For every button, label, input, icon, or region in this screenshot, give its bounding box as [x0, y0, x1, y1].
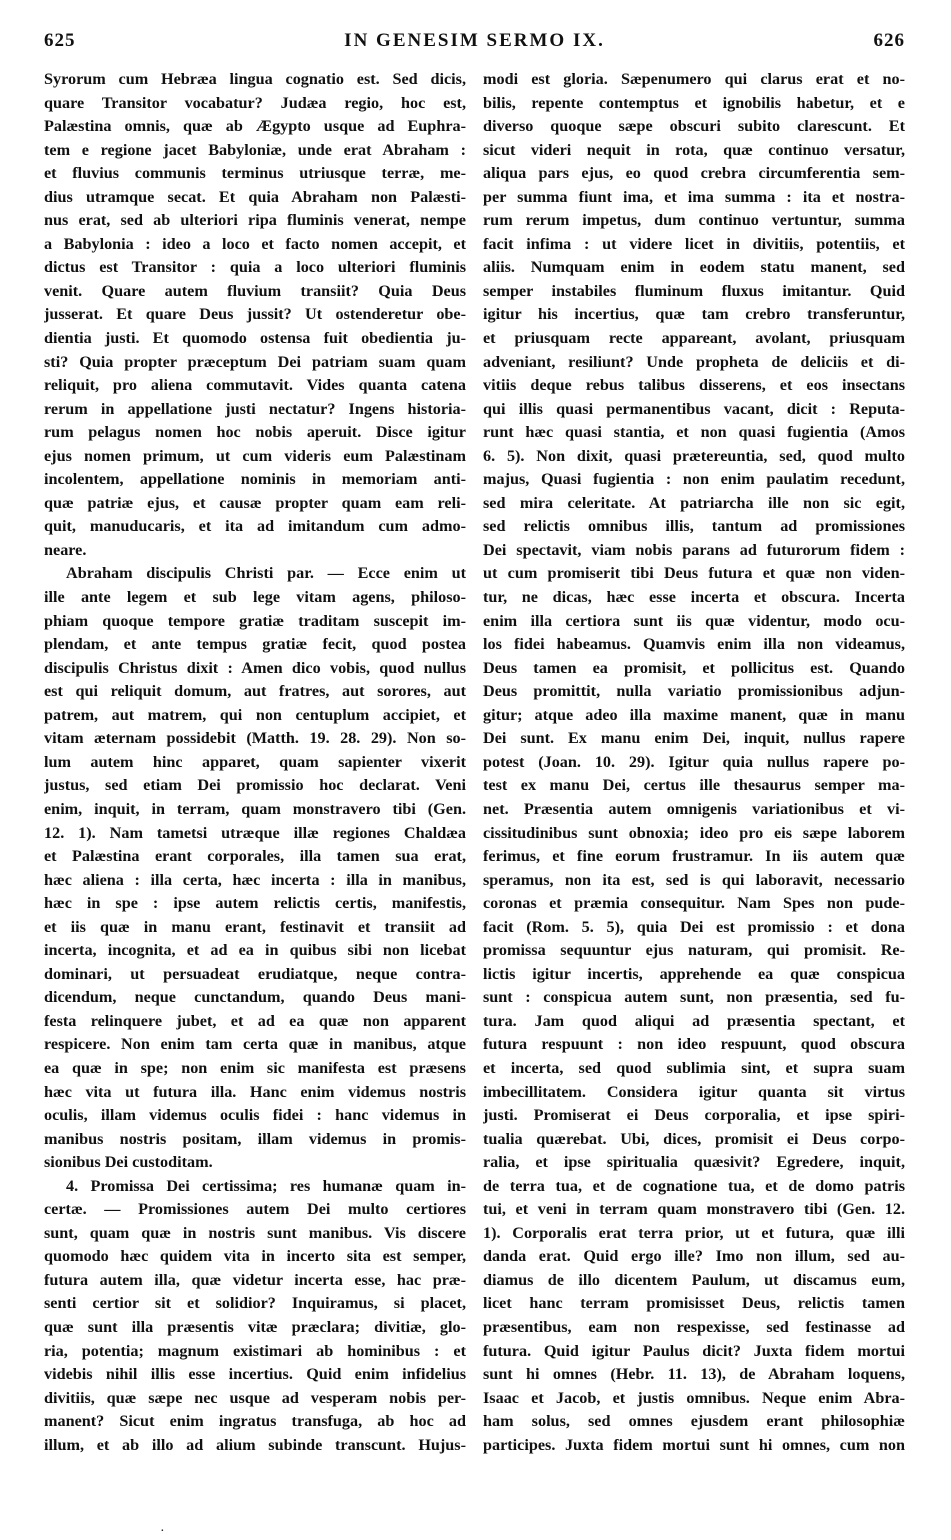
text-line: rum pelagus nomen hoc nobis aperuit. Disce igitur	[44, 423, 466, 442]
text-line: et Palæstina erant corporales, illa tamen sua erat,	[44, 847, 466, 866]
text-line: rum rerum impetus, dum continuo vertuntur, summa	[483, 211, 905, 230]
text-line: hæc in spe : ipse autem relictis certis, manifestis,	[44, 894, 466, 913]
text-line: hæc vita ut futura illa. Hanc enim videmus nostris	[44, 1082, 466, 1101]
text-line: ferimus, et fine eorum frustramur. In iis autem quæ	[483, 847, 905, 866]
text-line: Isaac et Jacob, et justis omnibus. Neque enim Abra-	[483, 1388, 905, 1407]
text-line: quæ patriæ ejus, et causæ propter quam eam reli-	[44, 493, 466, 512]
footer-mark: ·	[160, 1524, 165, 1539]
text-line: Deus promittit, nulla variatio promissionibus adjun-	[483, 682, 905, 701]
text-line: danda erat. Quid ergo ille? Imo non illum, sed au-	[483, 1247, 905, 1266]
text-line: dientia justi. Et quomodo ostensa fuit obedientia ju-	[44, 329, 466, 348]
text-line: speramus, non ita est, sed is qui laboravit, necessario	[483, 870, 905, 889]
text-line: dicendum, neque cunctandum, quando Deus mani-	[44, 988, 466, 1007]
text-line: incolentem, appellatione nominis in memoriam anti-	[44, 470, 466, 489]
text-line: certæ. — Promissiones autem Dei multo certiores	[44, 1200, 466, 1219]
text-line: aliqua pars ejus, eo quod crebra circumferentia sem-	[483, 164, 905, 183]
text-line: bilis, repente contemptus et ignobilis habetur, et e	[483, 93, 905, 112]
text-line: est qui reliquit domum, aut fratres, aut sorores, aut	[44, 682, 466, 701]
text-line: diverso quoque sæpe obscuri subito clarescunt. Et	[483, 117, 905, 136]
text-line: quit, manuducaris, et ita ad imitandum cum admo-	[44, 517, 466, 536]
text-line: lictis igitur incertis, apprehende ea quæ conspicua	[483, 964, 905, 983]
text-line: sti? Quia propter præceptum Dei patriam suam quam	[44, 352, 466, 371]
text-line: oculis, illam videmus oculis fidei : hanc videmus in	[44, 1106, 466, 1125]
text-line: respicere. Non enim tam certa quæ in manibus, atque	[44, 1035, 466, 1054]
text-line: ria, potentia; magnum existimari ab hominibus : et	[44, 1341, 466, 1360]
text-line: reliquit, pro aliena commutavit. Vides quanta catena	[44, 376, 466, 395]
right-column	[483, 68, 905, 1457]
text-line: qui illis quasi permanentibus vacant, dicit : Reputa-	[483, 399, 905, 418]
text-line: plendam, et ante tempus gratiæ fecit, quod postea	[44, 635, 466, 654]
text-line: quomodo hæc quidem vita in incerto sita est semper,	[44, 1247, 466, 1266]
text-line: sunt, quam quæ in nostris sunt manibus. Vis discere	[44, 1223, 466, 1242]
text-line: facit infima : ut videre licet in divitiis, potentiis, et	[483, 234, 905, 253]
text-line: illum, et ab illo ad alium subinde transcunt. Hujus-	[44, 1435, 466, 1454]
text-line: sunt hi omnes (Hebr. 11. 13), de Abraham loquens,	[483, 1365, 905, 1384]
text-line: net. Præsentia autem omnigenis variationibus et vi-	[483, 799, 905, 818]
text-line: Dei sunt. Ex manu enim Dei, inquit, nullus rapere	[483, 729, 905, 748]
page-number-left: 625	[44, 30, 76, 51]
text-line: justi. Promiserat ei Deus corporalia, et ipse spiri-	[483, 1106, 905, 1125]
text-line: Palæstina omnis, quæ ab Ægypto usque ad Euphra-	[44, 117, 466, 136]
text-line: gitur; atque adeo illa maxime manent, quæ in manu	[483, 705, 905, 724]
text-line: los fidei habeamus. Quamvis enim illa non videamus,	[483, 635, 905, 654]
text-line: test ex manu Dei, certus ille thesaurus semper ma-	[483, 776, 905, 795]
text-line: incerta, incognita, et ad ea in quibus sibi non licebat	[44, 941, 466, 960]
text-columns	[44, 68, 905, 1457]
text-line: et fluvius communis terminus utriusque terræ, me-	[44, 164, 466, 183]
text-line: manibus nostris positam, illam videmus in promis-	[44, 1129, 466, 1148]
text-line: hæc aliena : illa certa, hæc incerta : illa in manibus,	[44, 870, 466, 889]
text-line: Abraham discipulis Christi par. — Ecce enim ut	[66, 564, 466, 583]
text-line: discipulis Christus dixit : Amen dico vobis, quod nullus	[44, 658, 466, 677]
text-line: ille ante legem et sub lege vitam agens, philoso-	[44, 588, 466, 607]
text-line: licet hanc terram promisisset Deus, relictis tamen	[483, 1294, 905, 1313]
text-line: modi est gloria. Sæpenumero qui clarus erat et no-	[483, 70, 905, 88]
text-line: dominari, ut persuadeat erudiatque, neque contra-	[44, 964, 466, 983]
text-line: potest (Joan. 10. 29). Igitur quia nullus rapere po-	[483, 752, 905, 771]
text-line: 12. 1). Nam tametsi utræque illæ regiones Chaldæa	[44, 823, 466, 842]
text-line: festa relinquere jubet, et ad ea quæ non apparent	[44, 1011, 466, 1030]
text-line: sed mira celeritate. At patriarcha ille non sic egit,	[483, 493, 905, 512]
text-line: participes. Juxta fidem mortui sunt hi omnes, cum non	[483, 1435, 905, 1454]
text-line: phiam quoque tempore gratiæ traditam suscepit im-	[44, 611, 466, 630]
text-line: quæ sunt illa præsentis vitæ præclara; divitiæ, glo-	[44, 1317, 466, 1336]
text-line: manent? Sicut enim ingratus transfuga, ab hoc ad	[44, 1412, 466, 1431]
text-line: ham solus, sed omnes ejusdem erant philosophiæ	[483, 1412, 905, 1431]
text-line: sionibus Dei custoditam.	[44, 1153, 213, 1172]
text-line: majus, Quasi fugientia : non enim paulatim recedunt,	[483, 470, 905, 489]
text-line: Syrorum cum Hebræa lingua cognatio est. Sed dicis,	[44, 70, 466, 88]
text-line: de terra tua, et de cognatione tua, et de domo patris	[483, 1176, 905, 1195]
text-line: justus, sed etiam Dei promissio hoc declarat. Veni	[44, 776, 466, 795]
text-line: videbis nihil illis esse incertius. Quid enim infidelius	[44, 1365, 466, 1384]
text-line: futura respuunt : non ideo respuunt, quod obscura	[483, 1035, 905, 1054]
text-line: ea quæ in spe; non enim sic manifesta est præsens	[44, 1058, 466, 1077]
text-line: coronas et præmia consequitur. Nam Spes non pude-	[483, 894, 905, 913]
paragraph	[483, 68, 905, 1457]
text-line: adveniant, resiliunt? Unde propheta de deliciis et di-	[483, 352, 905, 371]
text-line: tem e regione jacet Babyloniæ, unde erat Abraham :	[44, 140, 466, 159]
text-line: nus erat, sed ab ulteriori ripa fluminis venerat, nempe	[44, 211, 466, 230]
text-line: promissa sequuntur ejus naturam, qui promisit. Re-	[483, 941, 905, 960]
text-line: 1). Corporalis erat terra prior, ut et futura, quæ illi	[483, 1223, 905, 1242]
text-line: tui, et veni in terram quam monstravero tibi (Gen. 12.	[483, 1200, 905, 1219]
text-line: vitam æternam possidebit (Matth. 19. 28. 29). Non so-	[44, 729, 466, 748]
text-line: senti certior sit et solidior? Inquiramus, si placet,	[44, 1294, 466, 1313]
text-line: cissitudinibus sunt obnoxia; ideo pro eis sæpe laborem	[483, 823, 905, 842]
text-line: venit. Quare autem fluvium transiit? Quia Deus	[44, 281, 466, 300]
text-line: tualia quærebat. Ubi, dices, promisit ei Deus corpo-	[483, 1129, 905, 1148]
left-column	[44, 68, 466, 1457]
text-line: sunt : conspicua autem sunt, non præsentia, sed fu-	[483, 988, 905, 1007]
text-line: ejus nomen primum, ut cum videris eum Palæstinam	[44, 446, 466, 465]
text-line: sicut videri nequit in rota, quæ continuo versatur,	[483, 140, 905, 159]
text-line: Deus tamen ea promisit, et pollicitus est. Quando	[483, 658, 905, 677]
running-header	[44, 30, 905, 64]
paragraph	[44, 1175, 466, 1458]
text-line: futura. Quid igitur Paulus dicit? Juxta fidem mortui	[483, 1341, 905, 1360]
text-line: futura autem illa, quæ videtur incerta esse, hac præ-	[44, 1270, 466, 1289]
text-line: 6. 5). Non dixit, quasi prætereuntia, sed, quod multo	[483, 446, 905, 465]
text-line: dictus est Transitor : quia a loco ulteriori fluminis	[44, 258, 466, 277]
text-line: tura. Jam quod aliqui ad præsentia spectant, et	[483, 1011, 905, 1030]
text-line: præsentibus, eam non respexisse, sed festinasse ad	[483, 1317, 905, 1336]
text-line: et priusquam recte appareant, avolant, priusquam	[483, 329, 905, 348]
text-line: enim illa certiora sunt iis quæ videntur, modo ocu-	[483, 611, 905, 630]
text-line: et incerta, sed quod sublimia sint, et supra suam	[483, 1058, 905, 1077]
text-line: igitur his incertius, quæ tam crebro transferuntur,	[483, 305, 905, 324]
paragraph	[44, 68, 466, 562]
paragraph	[44, 562, 466, 1174]
text-line: patrem, aut matrem, qui non centuplum accipiet, et	[44, 705, 466, 724]
text-line: imbecillitatem. Considera igitur quanta sit virtus	[483, 1082, 905, 1101]
text-line: semper instabiles fluminum fluxus imitantur. Quid	[483, 281, 905, 300]
text-line: 4. Promissa Dei certissima; res humanæ quam in-	[66, 1176, 466, 1195]
text-line: et iis quæ in manu erant, festinavit et transiit ad	[44, 917, 466, 936]
running-title: IN GENESIM SERMO IX.	[344, 30, 605, 51]
text-line: aliis. Numquam enim in eodem statu manent, sed	[483, 258, 905, 277]
text-line: rerum in appellatione justi nectatur? Ingens historia-	[44, 399, 466, 418]
text-line: per summa fiunt ima, et ima summa : ita et nostra-	[483, 187, 905, 206]
text-line: Dei spectavit, viam nobis parans ad futurorum fidem :	[483, 540, 905, 559]
text-line: enim, inquit, in terram, quam monstravero tibi (Gen.	[44, 799, 466, 818]
text-line: runt hæc quasi stantia, et non quasi fugientia (Amos	[483, 423, 905, 442]
text-line: a Babylonia : ideo a loco et facto nomen accepit, et	[44, 234, 466, 253]
text-line: diamus de illo dicentem Paulum, ut discamus eum,	[483, 1270, 905, 1289]
page-number-right: 626	[873, 30, 905, 51]
text-line: dius utramque secat. Et quia Abraham non Palæsti-	[44, 187, 466, 206]
text-line: ralia, et ipse spiritualia quæsivit? Egredere, inquit,	[483, 1153, 905, 1172]
text-line: divitiis, quæ sæpe nec usque ad vesperam nobis per-	[44, 1388, 466, 1407]
text-line: jusserat. Et quare Deus jussit? Ut ostenderetur obe-	[44, 305, 466, 324]
text-line: vitiis deque rebus talibus disserens, et eos insectans	[483, 376, 905, 395]
text-line: neare.	[44, 540, 87, 559]
text-line: quare Transitor vocabatur? Judæa regio, hoc est,	[44, 93, 466, 112]
text-line: lum autem hinc apparet, quam sapienter vixerit	[44, 752, 466, 771]
text-line: facit (Rom. 5. 5), quia Dei est promissio : et dona	[483, 917, 905, 936]
text-line: ut cum promiserit tibi Deus futura et quæ non viden-	[483, 564, 905, 583]
text-line: tur, ne dicas, hæc esse incerta et obscura. Incerta	[483, 588, 905, 607]
text-line: sed relictis omnibus illis, tantum ad promissiones	[483, 517, 905, 536]
